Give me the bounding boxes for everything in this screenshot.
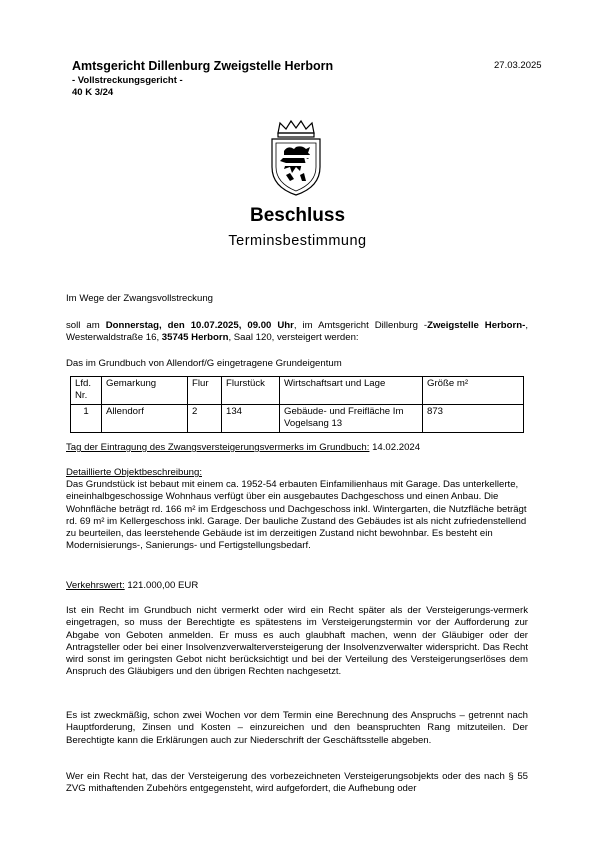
description-label [66,467,528,479]
table-header: Flur [188,377,222,405]
hearing-city: 35745 Herborn [161,332,229,344]
market-value-line [66,580,528,592]
table-cell: 873 [423,405,524,433]
description-text: Das Grundstück ist bebaut mit einem ca. 1952-54 erbauten Einfamilienhaus mit Garage. Das unterkellerte, eineinhalbgeschossige Wohnhaus verfügt über ein ausgebautes Dachgeschoss und einen Anbau. Die Wohnfläche beträgt rd. 166 m² im Erdgeschoss und Dachgeschoss inkl. Wintergarten, die Nutzfläche beträgt rd. 69 m² im Kellergeschoss inkl. Garage. Der bauliche Zustand des Gebäudes ist als nicht zufriedenstellend zu beurteilen, das leerstehende Gebäude ist im derzeitigen Zustand nicht bewohnbar. Es besteht ein Modernisierungs-, Sanierungs- und Fertigstellungsbedarf. [66,479,527,552]
table-cell: Gebäude- und Freifläche Im Vogelsang 13 [280,405,423,433]
hearing-prefix: soll am [66,320,106,331]
hearing-paragraph [66,320,528,345]
description-label-text: Detaillierte Objektbeschreibung: [66,467,202,478]
hearing-room: , Saal 120, versteigert werden: [228,332,359,344]
table-cell: 2 [188,405,222,433]
table-cell: 134 [222,405,280,433]
market-value-amount: 121.000,00 EUR [124,580,199,591]
court-name: Amtsgericht Dillenburg Zweigstelle Herborn [72,59,334,73]
table-cell: Allendorf [102,405,188,433]
registration-date: 14.02.2024 [369,442,421,453]
land-register-intro: Das im Grundbuch von Allendorf/G eingetragene Grundeigentum [66,358,342,369]
table-header: Größe m² [423,377,524,405]
hearing-branch: Zweigstelle Herborn- [427,320,526,331]
court-department: - Vollstreckungsgericht - [72,75,183,86]
table-row [71,405,524,433]
property-table [70,376,524,433]
objection-paragraph: Wer ein Recht hat, das der Versteigerung des vorbezeichneten Versteigerungsobjekts oder des nach § 55 ZVG mithaftenden Zubehörs entgegensteht, wird aufgefordert, die Aufhebung oder [66,771,528,795]
document-subtitle: Terminsbestimmung [228,233,367,249]
table-header: Gemarkung [102,377,188,405]
registration-label: Tag der Eintragung des Zwangsversteigerungsvermerks im Grundbuch: [66,442,370,453]
intro-text: Im Wege der Zwangsvollstreckung [66,293,213,304]
rights-paragraph: Ist ein Recht im Grundbuch nicht vermerkt oder wird ein Recht später als der Versteigerungs-vermerk eingetragen, so muss der Berechtigte es spätestens im Versteigerungstermin vor der Aufforderung zur Abgabe von Geboten anmelden. Er muss es auch glaubhaft machen, wenn der Gläubiger oder der Antragsteller oder bei einer Insolvenzverwalterversteigerung der Insolvenzverwalter widerspricht. Das Recht wird sonst im geringsten Gebot nicht berücksichtigt und bei der Verteilung des Versteigerungserlöses dem Anspruch des Gläubigers und den übrigen Rechten nachgesetzt. [66,605,528,678]
claims-paragraph: Es ist zweckmäßig, schon zwei Wochen vor dem Termin eine Berechnung des Anspruchs – getrennt nach Hauptforderung, Zinsen und Kosten – einzureichen und den beanspruchten Rang mitzuteilen. Der Berechtigte kann die Erklärungen auch zur Niederschrift der Geschäftsstelle abgeben. [66,710,528,746]
hearing-date-time: Donnerstag, den 10.07.2025, 09.00 Uhr [105,320,294,331]
hearing-court: , im Amtsgericht Dillenburg - [293,320,428,331]
registration-line [66,442,528,454]
file-number: 40 K 3/24 [72,87,114,98]
table-header: Flurstück [222,377,280,405]
hearing-street: , Westerwaldstraße 16, [66,320,528,344]
document-date: 27.03.2025 [494,60,542,71]
document-title: Beschluss [249,205,346,226]
table-cell: 1 [71,405,102,433]
table-header: Lfd. Nr. [71,377,102,405]
table-header: Wirtschaftsart und Lage [280,377,423,405]
market-value-label: Verkehrswert: [66,580,125,591]
table-header-row [71,377,524,405]
hesse-coat-of-arms-icon [266,119,326,197]
